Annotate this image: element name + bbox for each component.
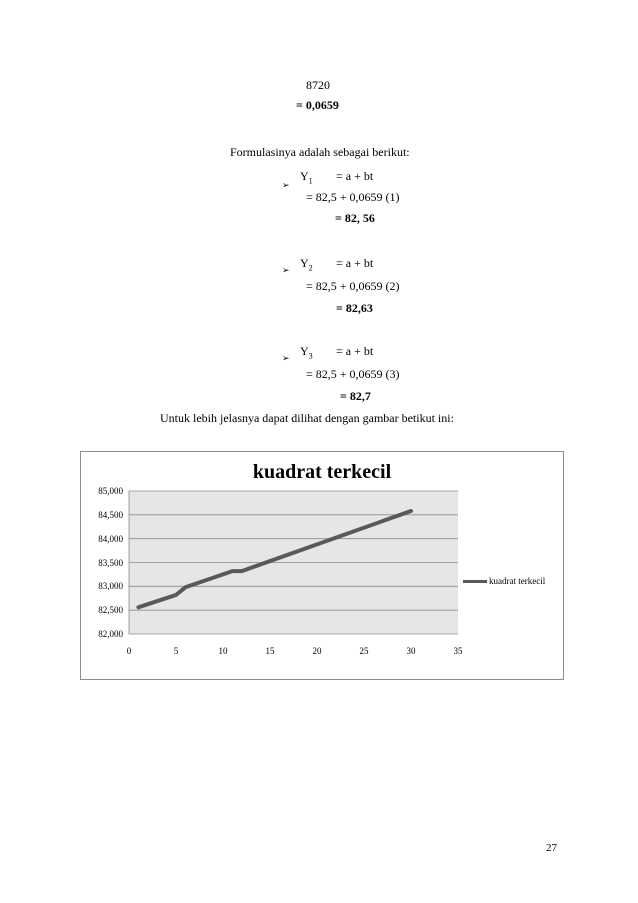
line-chart	[81, 452, 563, 679]
y1-equation: = a + bt	[336, 169, 374, 183]
x-tick-label: 30	[406, 646, 416, 656]
bullet-arrow-icon: ➢	[282, 265, 290, 275]
y3-equation: = a + bt	[336, 344, 374, 358]
y-tick-label: 84,000	[98, 533, 123, 544]
bullet-arrow-icon: ➢	[282, 180, 290, 190]
y-tick-label: 82,500	[98, 605, 123, 616]
y-symbol: Y	[300, 169, 309, 183]
y2-equation: = a + bt	[336, 256, 374, 270]
y-subscript: 1	[308, 176, 313, 186]
x-tick-label: 5	[173, 646, 179, 656]
x-tick-label: 35	[453, 646, 463, 656]
y-symbol: Y	[300, 344, 309, 358]
y2-label	[300, 256, 313, 275]
y2-result: = 82,63	[336, 301, 373, 315]
y-tick-label: 84,500	[98, 509, 123, 520]
x-tick-label: 25	[359, 646, 369, 656]
x-tick-label: 20	[312, 646, 322, 656]
y1-label	[300, 169, 313, 188]
chart-container	[80, 451, 564, 680]
y3-label	[300, 344, 313, 363]
y1-result: = 82, 56	[335, 211, 375, 225]
b-result: = 0,0659	[296, 98, 339, 112]
legend-label: kuadrat terkecil	[489, 576, 546, 586]
x-tick-label: 15	[265, 646, 275, 656]
y-tick-label: 83,500	[98, 557, 123, 568]
x-tick-label: 10	[218, 646, 228, 656]
y-subscript: 3	[308, 351, 313, 361]
y-subscript: 2	[308, 263, 313, 273]
y-tick-label: 83,000	[98, 581, 123, 592]
y-symbol: Y	[300, 256, 309, 270]
chart-caption: Untuk lebih jelasnya dapat dilihat dengan gambar betikut ini:	[160, 411, 454, 425]
y-tick-label: 85,000	[98, 486, 123, 496]
formula-denominator: 8720	[306, 78, 330, 92]
page-number: 27	[546, 842, 557, 854]
formula-intro: Formulasinya adalah sebagai berikut:	[230, 145, 410, 159]
y1-substitution: = 82,5 + 0,0659 (1)	[306, 190, 400, 204]
y-tick-label: 82,000	[98, 629, 123, 639]
y2-substitution: = 82,5 + 0,0659 (2)	[306, 279, 400, 293]
bullet-arrow-icon: ➢	[282, 353, 290, 363]
y3-result: = 82,7	[340, 389, 371, 403]
chart-title: kuadrat terkecil	[252, 461, 392, 483]
legend-swatch	[463, 580, 487, 583]
x-tick-label: 0	[126, 646, 132, 656]
y3-substitution: = 82,5 + 0,0659 (3)	[306, 367, 400, 381]
